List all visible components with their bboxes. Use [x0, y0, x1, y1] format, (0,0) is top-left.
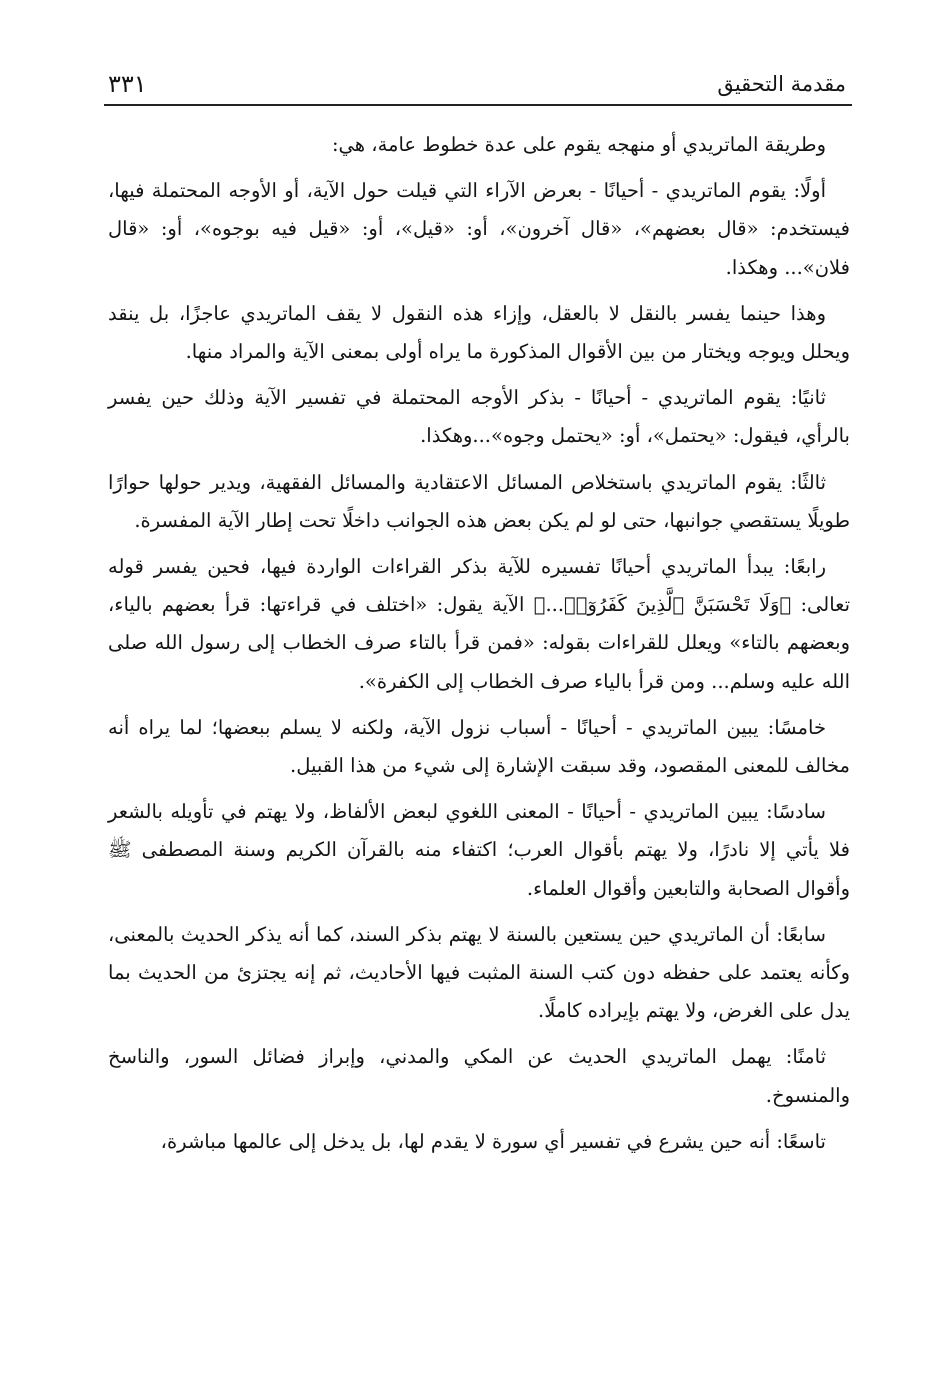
paragraph-fifth: خامسًا: يبين الماتريدي - أحيانًا - أسباب نزول الآية، ولكنه لا يسلم ببعضها؛ لما يراه أنه مخالف للمعنى المقصود، وقد سبقت الإشارة إلى شيء من هذا القبيل.	[108, 715, 850, 778]
paragraph-eighth: ثامنًا: يهمل الماتريدي الحديث عن المكي والمدني، وإبراز فضائل السور، والناسخ والمنسوخ.	[108, 1045, 850, 1107]
running-head	[108, 64, 846, 98]
page-number: ٣٣١	[108, 70, 147, 98]
paragraph-sixth: سادسًا: يبين الماتريدي - أحيانًا - المعنى اللغوي لبعض الألفاظ، ولا يهتم في تأويله بالشعر فلا يأتي إلا نادرًا، ولا يهتم بأقوال العرب؛ اكتفاء منه بالقرآن الكريم وسنة المصطفى ﷺ وأقوال الصحابة والتابعين وأقوال العلماء.	[108, 800, 850, 900]
paragraph-fourth: رابعًا: يبدأ الماتريدي أحيانًا تفسيره للآية بذكر القراءات الواردة فيها، فحين يفسر قوله تعالى: ﴿وَلَا تَحْسَبَنَّ ٱلَّذِينَ كَفَرُوٓا۟...﴾ الآية يقول: «اختلف في قراءتها: قرأ بعضهم بالياء، وبعضهم بالتاء» ويعلل للقراءات بقوله: «فمن قرأ بالتاء صرف الخطاب إلى رسول الله صلى الله عليه وسلم... ومن قرأ بالياء صرف الخطاب إلى الكفرة».	[108, 555, 850, 693]
header-rule	[104, 104, 852, 106]
paragraph-second: ثانيًا: يقوم الماتريدي - أحيانًا - بذكر الأوجه المحتملة في تفسير الآية وذلك حين يفسر بالرأي، فيقول: «يحتمل»، أو: «يحتمل وجوه»...وهكذا.	[108, 386, 850, 448]
paragraph-third: ثالثًا: يقوم الماتريدي باستخلاص المسائل الاعتقادية والمسائل الفقهية، ويدير حولها حوارًا طويلًا يستقصي جوانبها، حتى لو لم يكن بعض هذه الجوانب داخلًا تحت إطار الآية المفسرة.	[108, 470, 850, 532]
paragraph-seventh: سابعًا: أن الماتريدي حين يستعين بالسنة لا يهتم بذكر السند، كما أنه يذكر الحديث بالمعنى، وكأنه يعتمد على حفظه دون كتب السنة المثبت فيها الأحاديث، ثم إنه يجتزئ من الحديث بما يدل على الغرض، ولا يهتم بإيراده كاملًا.	[108, 922, 850, 1023]
running-title: مقدمة التحقيق	[717, 72, 846, 96]
paragraph-intro: وطريقة الماتريدي أو منهجه يقوم على عدة خطوط عامة، هي:	[331, 133, 826, 156]
paragraph-ninth: تاسعًا: أنه حين يشرع في تفسير أي سورة لا يقدم لها، بل يدخل إلى عالمها مباشرة،	[160, 1129, 826, 1153]
paragraph-first: أولًا: يقوم الماتريدي - أحيانًا - بعرض الآراء التي قيلت حول الآية، أو الأوجه المحتملة فيها، فيستخدم: «قال بعضهم»، «قال آخرون»، أو: «قيل»، أو: «قيل فيه بوجوه»، أو: «قال فلان»... وهكذا.	[108, 179, 850, 279]
body-text	[108, 126, 850, 1169]
paragraph-first-continued: وهذا حينما يفسر بالنقل لا بالعقل، وإزاء هذه النقول لا يقف الماتريدي عاجزًا، بل ينقد ويحلل ويوجه ويختار من بين الأقوال المذكورة ما يراه أولى بمعنى الآية والمراد منها.	[108, 301, 850, 364]
